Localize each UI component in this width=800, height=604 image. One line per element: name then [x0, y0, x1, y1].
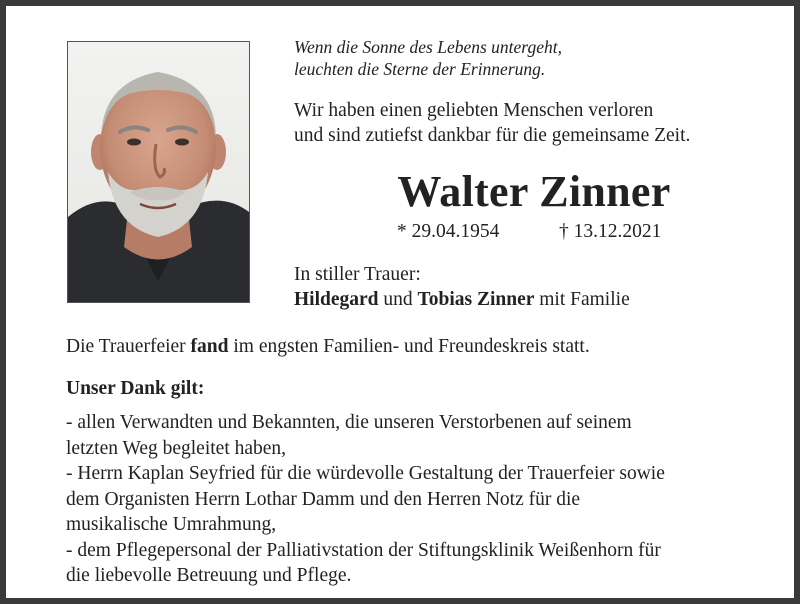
mourners-block: [294, 262, 630, 312]
thanks-heading: Unser Dank gilt:: [66, 378, 205, 399]
service-text-before: Die Trauerfeier: [66, 336, 191, 357]
service-text-after: im engsten Familien- und Freundeskreis statt.: [228, 336, 590, 357]
service-notice: [66, 334, 590, 359]
intro-line: und sind zutiefst dankbar für die gemeinsame Zeit.: [294, 125, 691, 146]
mourner-first-name: Hildegard: [294, 289, 379, 310]
service-text-bold: fand: [190, 336, 229, 357]
mourners-names: [294, 287, 630, 312]
thanks-line: letzten Weg begleitet haben,: [66, 437, 287, 459]
thanks-list: [66, 410, 665, 589]
mourning-heading: In stiller Trauer:: [294, 264, 421, 285]
thanks-line: - allen Verwandten und Bekannten, die unseren Verstorbenen auf seinem: [66, 412, 632, 433]
thanks-item: [66, 538, 665, 589]
portrait-photo: [67, 41, 250, 303]
thanks-line: - dem Pflegepersonal der Palliativstation der Stiftungsklinik Weißenhorn für: [66, 539, 661, 561]
thanks-line: dem Organisten Herrn Lothar Damm und den Herren Notz für die: [66, 488, 581, 510]
mourner-suffix: mit Familie: [534, 289, 630, 310]
poem-line: Wenn die Sonne des Lebens untergeht,: [294, 37, 562, 57]
mourner-second-name: Tobias Zinner: [417, 289, 535, 310]
poem-line: leuchten die Sterne der Erinnerung.: [294, 59, 546, 79]
thanks-item: [66, 410, 665, 461]
thanks-line: - Herrn Kaplan Seyfried für die würdevolle Gestaltung der Trauerfeier sowie: [66, 463, 665, 484]
intro-text: [294, 98, 690, 148]
thanks-line: die liebevolle Betreuung und Pflege.: [66, 565, 352, 586]
mourner-connector: und: [378, 289, 418, 310]
thanks-item: [66, 461, 665, 538]
death-date: † 13.12.2021: [559, 221, 662, 242]
thanks-line: musikalische Umrahmung,: [66, 514, 277, 535]
birth-date: * 29.04.1954: [397, 221, 500, 242]
intro-line: Wir haben einen geliebten Menschen verloren: [294, 100, 654, 121]
memorial-poem: [294, 36, 562, 80]
deceased-name: Walter Zinner: [397, 167, 671, 216]
